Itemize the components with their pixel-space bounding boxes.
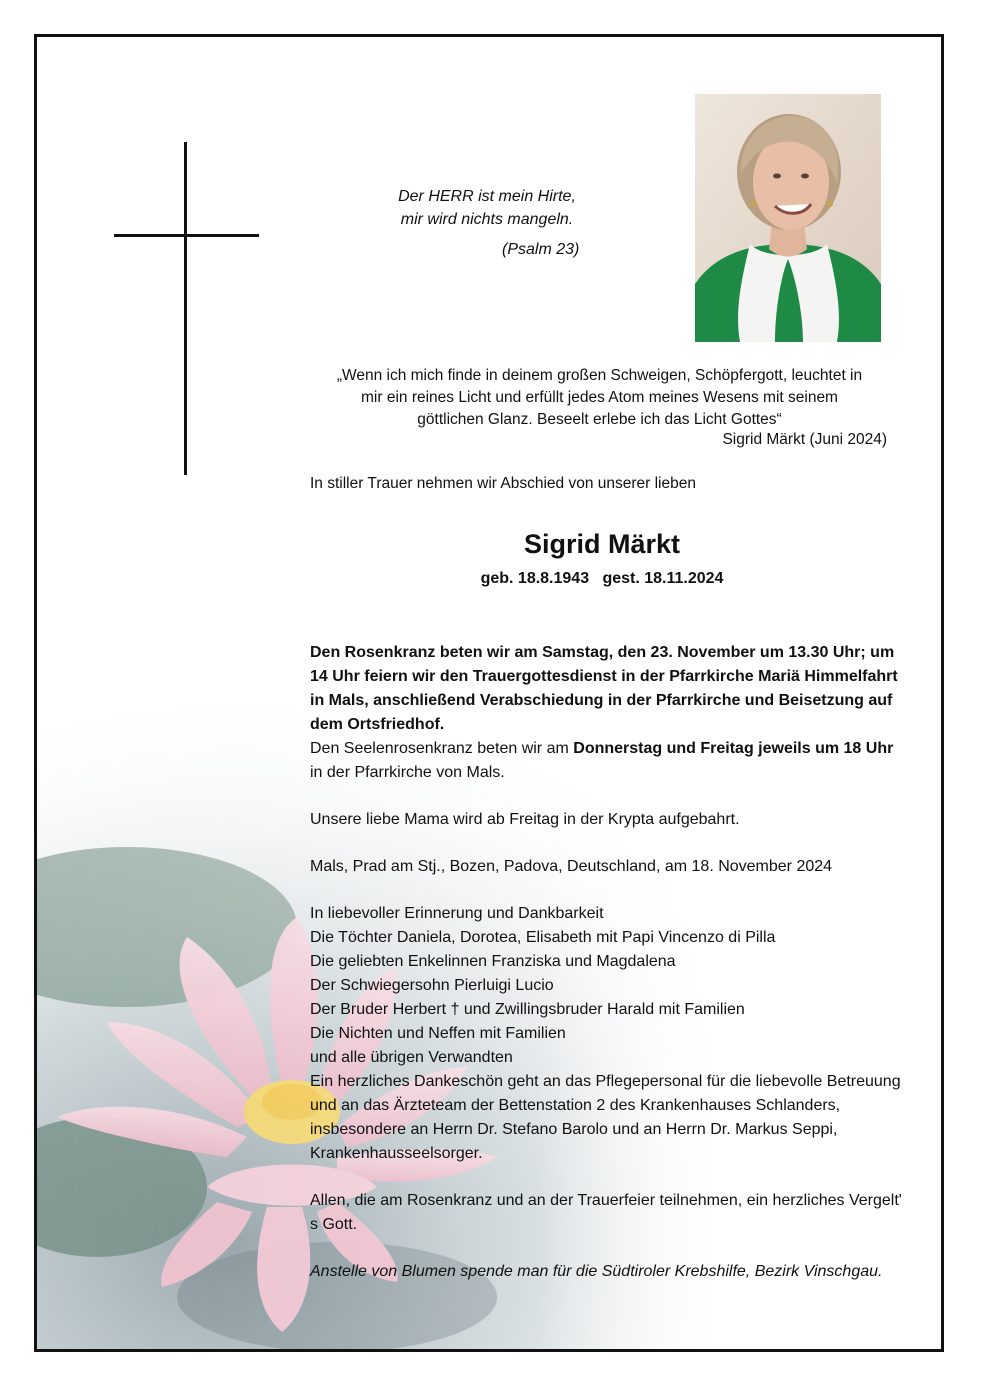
mourner-line: Die geliebten Enkelinnen Franziska und Magdalena (310, 953, 676, 970)
laid-out-info: Unsere liebe Mama wird ab Freitag in der Krypta aufgebahrt. (310, 811, 740, 828)
rosary-prefix: Den Seelenrosenkranz beten wir am (310, 740, 569, 757)
rosary-suffix: in der Pfarrkirche von Mals. (310, 764, 505, 781)
psalm-line: Der HERR ist mein Hirte, (398, 188, 576, 205)
notice-body (310, 641, 910, 1284)
deceased-name: Sigrid Märkt (523, 529, 681, 559)
mourner-line: Der Schwiegersohn Pierluigi Lucio (310, 977, 554, 994)
psalm-quote (382, 185, 592, 231)
mourner-line: Die Töchter Daniela, Dorotea, Elisabeth mit Papi Vincenzo di Pilla (310, 929, 776, 946)
quote-line: „Wenn ich mich finde in deinem großen Schweigen, Schöpfergott, leuchtet in (336, 367, 863, 384)
mourner-line: Die Nichten und Neffen mit Familien (310, 1025, 566, 1042)
attendees-thanks: Allen, die am Rosenkranz und an der Trauerfeier teilnehmen, ein herzliches Vergelt' s Gott. (310, 1192, 902, 1233)
psalm-reference: (Psalm 23) (502, 241, 580, 258)
donation-note: Anstelle von Blumen spende man für die Südtiroler Krebshilfe, Bezirk Vinschgau. (310, 1263, 883, 1280)
death-date: gest. 18.11.2024 (602, 570, 724, 587)
quote-line: göttlichen Glanz. Beseelt erlebe ich das Licht Gottes“ (417, 411, 782, 428)
mourner-line: und alle übrigen Verwandten (310, 1049, 513, 1066)
life-dates (407, 570, 797, 588)
cross-icon (184, 142, 187, 475)
rosary-days: Donnerstag und Freitag jeweils um 18 Uhr (573, 740, 894, 757)
farewell-intro: In stiller Trauer nehmen wir Abschied von unserer lieben (310, 475, 696, 492)
quote-line: mir ein reines Licht und erfüllt jedes Atom meines Wesens mit seinem (361, 389, 838, 406)
thanks-text: Ein herzliches Dankeschön geht an das Pflegepersonal für die liebevolle Betreuung und an das Ärzteteam der Bettenstation 2 des Krankenhauses Schlanders, insbesondere an Herrn Dr. Stefano Barolo und an Herrn Dr. Markus Seppi, Krankenhausseelsorger. (310, 1073, 901, 1162)
place-date: Mals, Prad am Stj., Bozen, Padova, Deutschland, am 18. November 2024 (310, 858, 833, 875)
notice-frame (34, 34, 944, 1352)
mourner-line: Der Bruder Herbert † und Zwillingsbruder Harald mit Familien (310, 1001, 745, 1018)
personal-quote (312, 365, 887, 431)
quote-author: Sigrid Märkt (Juni 2024) (722, 431, 887, 448)
mourners-list (310, 902, 910, 1070)
portrait-photo (695, 94, 881, 342)
mourner-line: In liebevoller Erinnerung und Dankbarkeit (310, 905, 604, 922)
birth-date: geb. 18.8.1943 (480, 570, 590, 587)
funeral-service-info (310, 641, 910, 785)
cross-icon-bar (114, 234, 259, 237)
service-details: Den Rosenkranz beten wir am Samstag, den 23. November um 13.30 Uhr; um 14 Uhr feiern wir den Trauergottesdienst in der Pfarrkirche Mariä Himmelfahrt in Mals, anschließend Verabschiedung in der Pfarrkirche und Beisetzung auf dem Ortsfriedhof. (310, 644, 898, 733)
psalm-line: mir wird nichts mangeln. (400, 211, 574, 228)
